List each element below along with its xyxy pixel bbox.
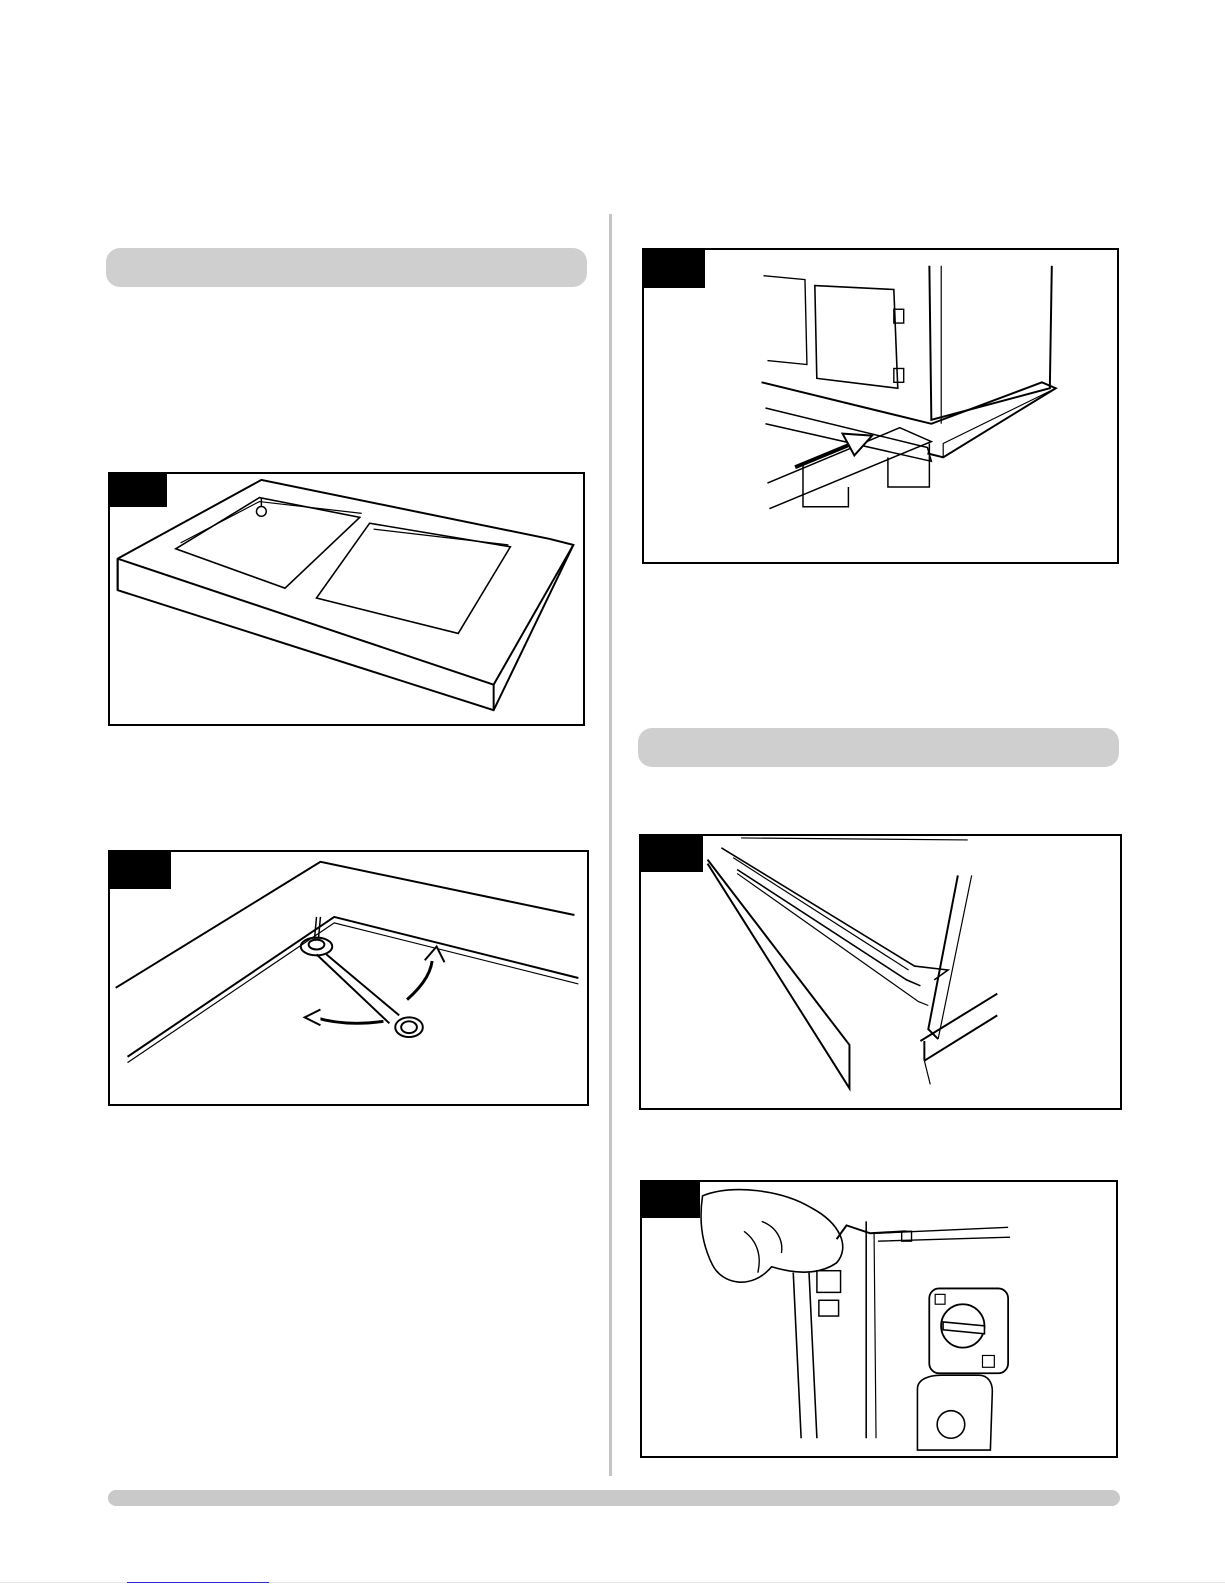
section-header-bar-left bbox=[106, 248, 587, 287]
figure-wrench-leveling bbox=[108, 850, 589, 1106]
section-header-bar-right bbox=[638, 728, 1119, 767]
figure-pallet-base bbox=[108, 472, 585, 726]
hex-key-control-panel-icon bbox=[642, 1182, 1116, 1456]
figure-machine-on-pallet bbox=[642, 248, 1119, 564]
footer-bar bbox=[108, 1490, 1120, 1506]
kick-panel-removal-icon bbox=[641, 836, 1120, 1108]
wrench-leveling-icon bbox=[110, 852, 587, 1104]
figure-hex-key-panel bbox=[640, 1180, 1118, 1458]
pallet-base-icon bbox=[110, 474, 583, 724]
machine-on-pallet-icon bbox=[644, 250, 1117, 562]
footer-link-underline[interactable] bbox=[127, 1582, 269, 1583]
figure-kick-panel bbox=[639, 834, 1122, 1110]
column-divider bbox=[609, 214, 612, 1476]
